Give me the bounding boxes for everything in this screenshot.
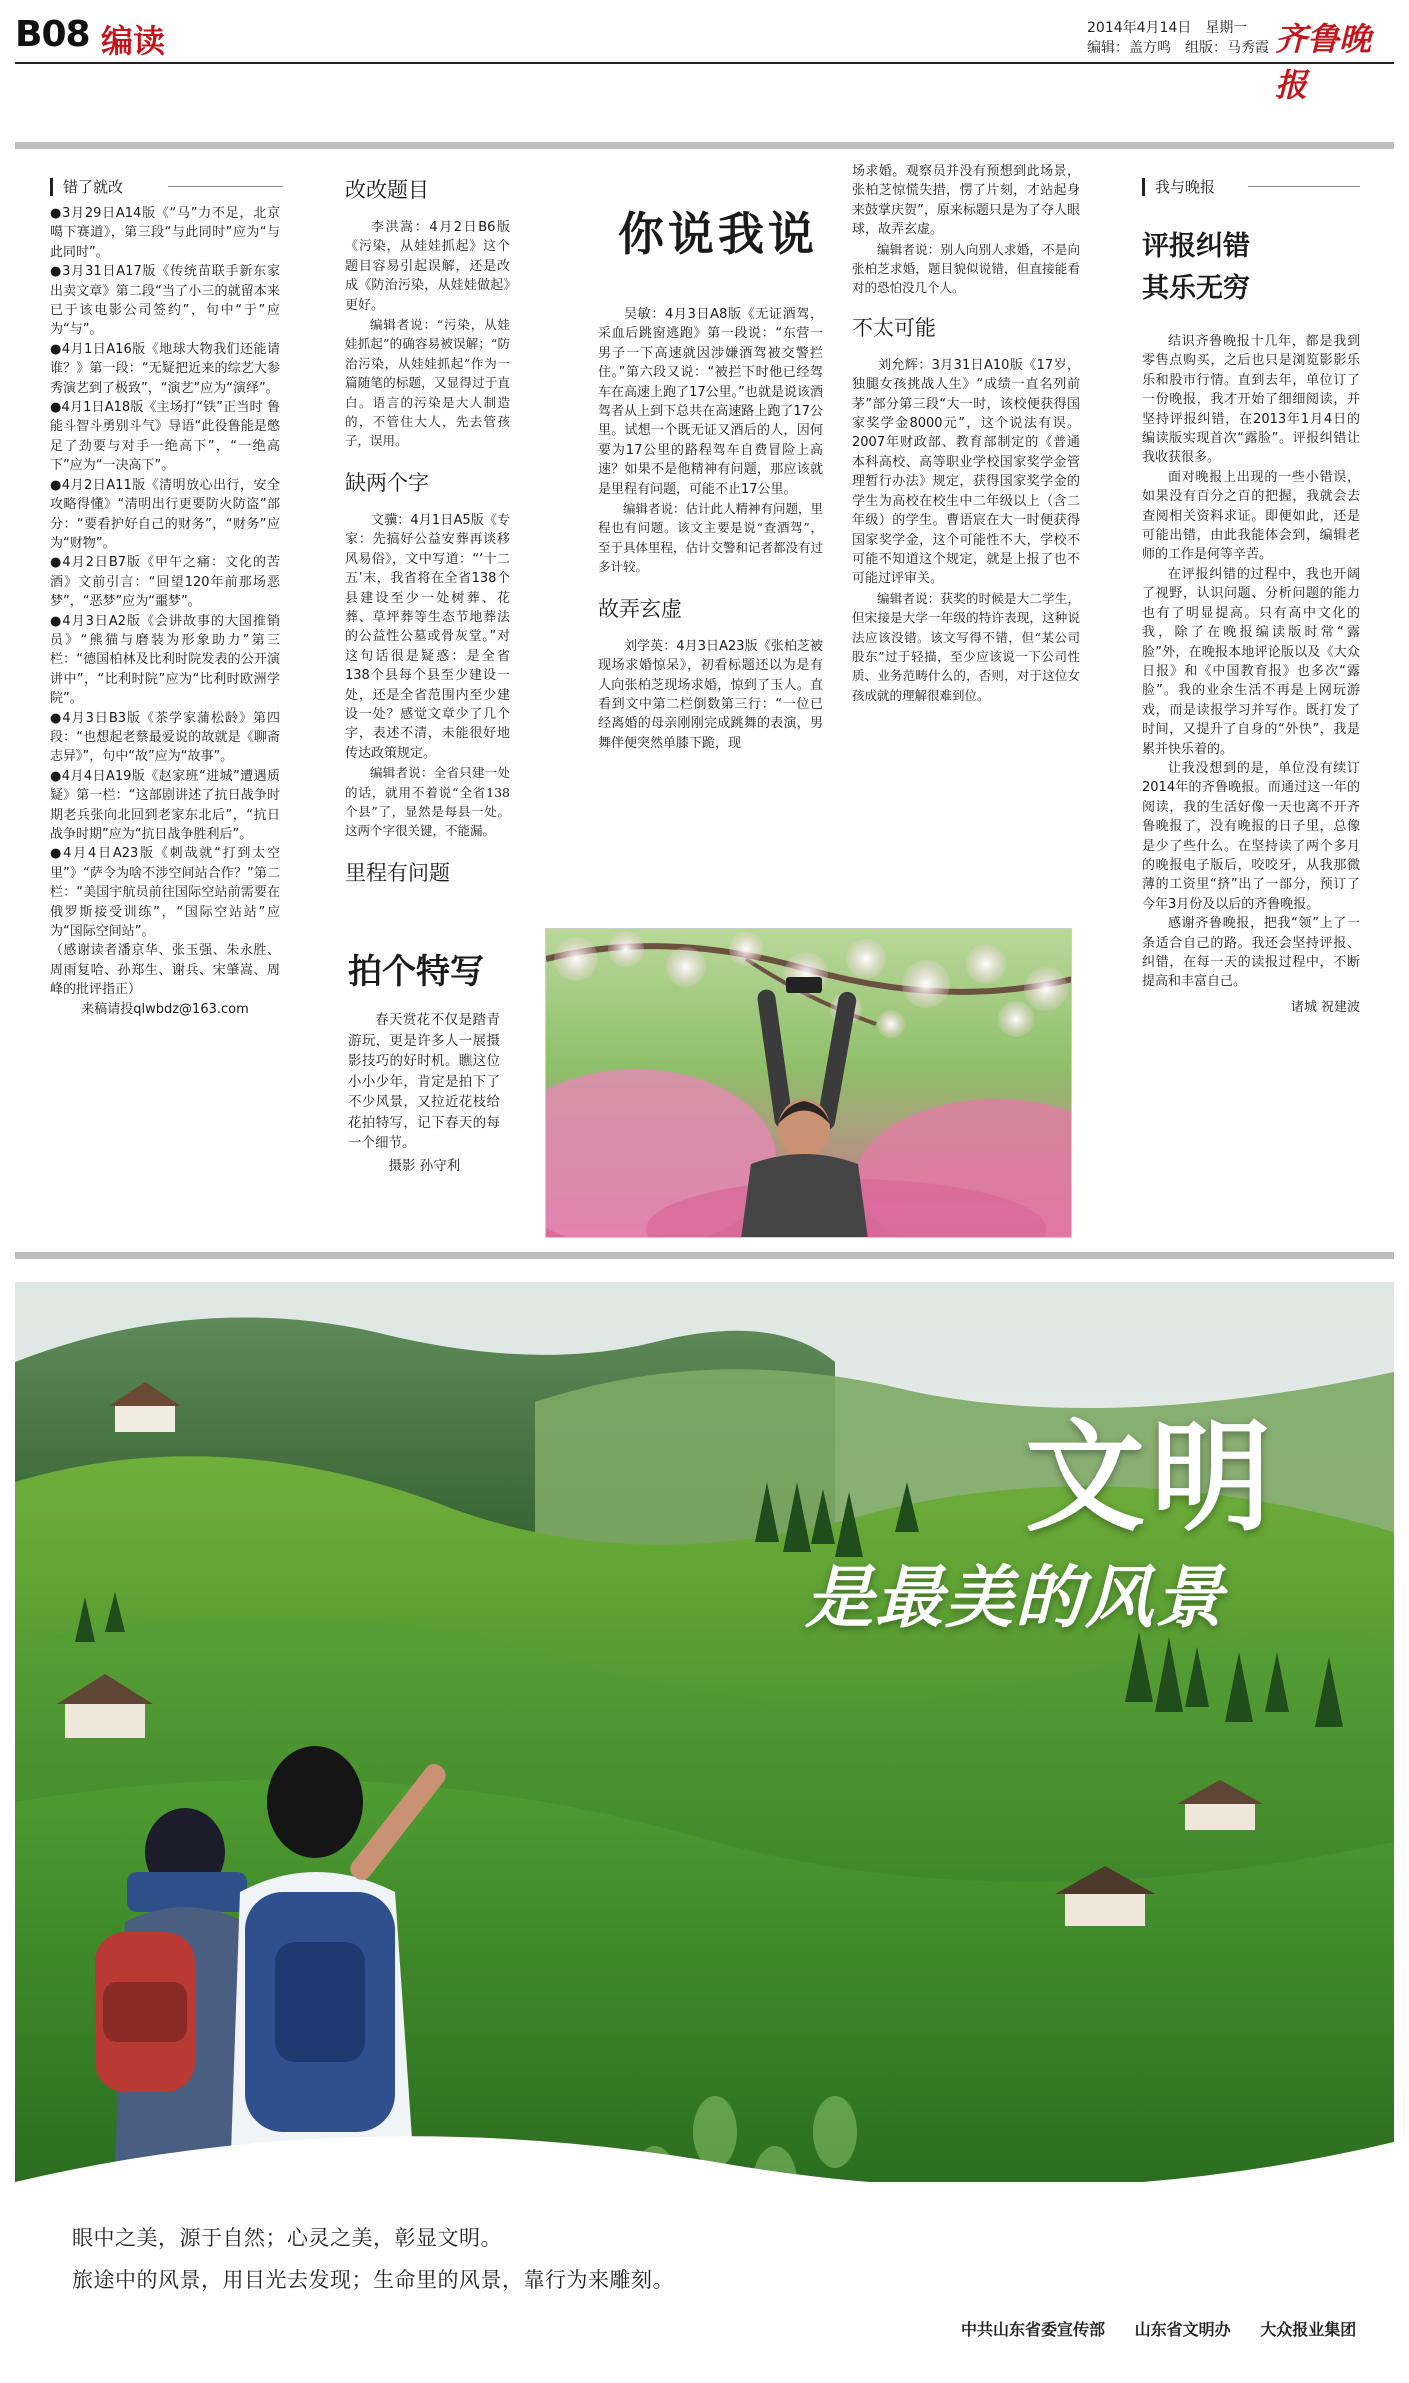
photo-caption-text: 春天赏花不仅是踏青游玩，更是许多人一展摄影技巧的好时机。瞧这位小小少年，肯定是拍下了不少风景，又拉近花枝给花拍特写，记下春天的每一个细节。 <box>348 1012 500 1151</box>
sponsor: 山东省文明办 <box>1134 2320 1231 2339</box>
correction-item: ●4月4日A19版《赵家班“进城”遭遇质疑》第一栏：“这部剧讲述了抗日战争时期老兵张向北回到老家东北后”，“抗日战争时期”应为“抗日战争胜利后”。 <box>50 768 280 842</box>
essay-title-line-2: 其乐无穷 <box>1142 273 1250 304</box>
editor-reply: 编辑者说：全省只建一处的话，就用不着说“全省138个县”了，显然是每县一处。这两个字很关键，不能漏。 <box>345 765 510 839</box>
header-rule <box>15 62 1394 64</box>
editor-reply: 编辑者说：别人向别人求婚，不是向张柏芝求婚，题目貌似说错，但直接能看对的恐怕没几个人。 <box>852 241 1080 296</box>
correction-item: ●4月3日B3版《茶学家蒲松龄》第四段：“也想起老蔡最爱说的故就是《聊斋志异》”，句中“故”应为“故事”。 <box>50 710 280 765</box>
section-title: 缺两个字 <box>345 470 429 495</box>
letter-body-continued: 场求婚。观察员并没有预想到此场景，张柏芝惊慌失措，愣了片刻，才站起身来鼓掌庆贺”，原来标题只是为了夺人眼球，故弄玄虚。 <box>852 164 1080 238</box>
paper-logo: 齐鲁晚报 <box>1275 20 1372 104</box>
correction-item: ●3月31日A17版《传统苗联手新东家出卖文章》第二段“当了小三的就留本来已于该电影公司签约”，句中“于”应为“与”。 <box>50 264 280 338</box>
correction-item: ●4月3日A2版《会讲故事的大国推销员》“熊猫与磨装为形象助力”第三栏：“德国柏林及比利时院发表的公开演讲中”，“比利时院”应为“比利时欧洲学院”。 <box>50 613 280 707</box>
civility-ad <box>15 1282 1394 2375</box>
ad-subheadline: 是最美的风景 <box>805 1559 1226 1638</box>
blossom-photo <box>545 928 1072 1238</box>
essay-paragraph: 在评报纠错的过程中，我也开阔了视野，认识问题、分析问题的能力也有了明显提高。只有高中文化的我，除了在晚报编读版时常“露脸”外，在晚报本地评论版以及《大众日报》和《中国教育报》也多次“露脸”。我的业余生活不再是上网玩游戏，而是读报学习并写作。既打发了时间，又提升了自身的“外快”，我是累并快乐着的。 <box>1142 566 1360 757</box>
letter-body: 文骥：4月1日A5版《专家：先搞好公益安葬再谈移风易俗》，文中写道：“‘十二五’末，我省将在全省138个县建设至少一处树葬、花葬、草坪葬等生态节地葬法的公益性公墓或骨灰堂。”对这句话很是疑惑：是全省138个县每个县至少建设一处，还是全省范围内至少建设一处？感觉文章少了几个字，表述不清，未能很好地传达政策规定。 <box>345 512 510 761</box>
correction-item: （感谢读者潘京华、张玉强、朱永胜、周雨复哈、孙郑生、谢兵、宋肇嵩、周峰的批评指正） <box>50 943 280 998</box>
letter-body: 李洪嵩：4月2日B6版《污染，从娃娃抓起》这个题目容易引起误解，还是改成《防治污染，从娃娃做起》更好。 <box>345 220 510 313</box>
section-title: 不太可能 <box>852 315 936 340</box>
column-letters-c <box>852 162 1080 705</box>
essay-paragraph: 结识齐鲁晚报十几年，都是我到零售点购买，之后也只是浏览影影乐乐和股市行情。直到去年，单位订了一份晚报，我才开始了细细阅读，并坚持评报纠错，在2013年1月4日的编读版实现首次“露脸”。评报纠错让我收获很多。 <box>1142 334 1360 466</box>
sponsor: 中共山东省委宣传部 <box>961 2320 1106 2339</box>
page-number: B08 <box>15 14 90 55</box>
layout-credit: 组版：马秀霞 <box>1185 40 1269 56</box>
section-title: 改改题目 <box>345 178 429 202</box>
masthead <box>15 14 1394 104</box>
ad-headline: 文明 <box>1025 1409 1277 1548</box>
column-letters-a <box>345 176 510 901</box>
essay-byline: 诸城 祝建波 <box>1290 999 1360 1015</box>
letter-body: 刘允辉：3月31日A10版《17岁，独腿女孩挑战人生》“成绩一直名列前茅”部分第三段“大一时，该校便获得国家奖学金8000元”，这个说法有误。2007年财政部、教育部制定的《普通本科高校、高等职业学校国家奖学金管理暂行办法》规定，获得国家奖学金的学生为高校在校生中二年级以上（含二年级）的学生。曹语宸在大一时便获得国家奖学金，这个可能性不大，学校不可能不知道这个规定，就是上报了也不可能过评审关。 <box>852 357 1080 587</box>
section-name: 编读 <box>101 22 166 60</box>
column-letters-b <box>598 305 823 753</box>
editor-reply: 编辑者说：“污染，从娃娃抓起”的确容易被误解；“防治污染，从娃娃抓起”作为一篇随笔的标题，又显得过于直白。语言的污染是大人制造的，不管住大人，先去管孩子，误用。 <box>345 317 510 449</box>
letter-body: 吴敏：4月3日A8版《无证酒驾，采血后跳窗逃跑》第一段说：“东营一男子一下高速就因涉嫌酒驾被交警拦住。”第六段又说：“被拦下时他已经驾车在高速上跑了17公里。”也就是说该酒驾者从上到下总共在高速路上跑了17公里。试想一个既无证又酒后的人，因何要为17公里的路程驾车自费冒险上高速？如果不是他精神有问题，那应该就是里程有问题，可能不止17公里。 <box>598 307 823 497</box>
correction-item: ●3月29日A14版《“马”力不足，北京噶下赛道》，第三段“与此同时”应为“与此同时”。 <box>50 206 280 260</box>
ad-slogan-line-2: 旅途中的风景，用目光去发现；生命里的风景，靠行为来雕刻。 <box>72 2268 674 2292</box>
correction-item: ●4月1日A16版《地球大物我们还能请谁？》第一段：“无疑把近来的综艺大参秀演艺到了极致”，“演艺”应为“演绎”。 <box>50 341 280 396</box>
essay-title-line-1: 评报纠错 <box>1142 231 1250 262</box>
correction-item: ●4月4日A23版《刺哉就“打到太空里”》“萨令为啥不涉空间站合作？”第二栏：“美国宇航员前往国际空站前需要在俄罗斯接受训练”，“国际空站站”应为“国际空间站”。 <box>50 846 280 940</box>
issue-date: 2014年4月14日 <box>1087 20 1192 36</box>
correction-item: ●4月2日B7版《甲午之痛：文化的苦酒》文前引言：“回望120年前那场恶梦”，“恶梦”应为“噩梦”。 <box>50 555 280 610</box>
editor-reply: 编辑者说：获奖的时候是大二学生，但宋接是大学一年级的特许表现，这种说法应该没错。该文写得不错，但“某公司股东”过于轻描，至少应该说一下公司性质、业务范畴什么的，否则，对于这位女孩成就的理解很难到位。 <box>852 590 1080 703</box>
section-divider <box>15 142 1394 149</box>
editor-reply: 编辑者说：估计此人精神有问题，里程也有问题。该文主要是说“查酒驾”，至于具体里程，估计交警和记者都没有过多计较。 <box>598 501 824 575</box>
photo-credit: 摄影 孙守利 <box>388 1157 461 1174</box>
section-title: 故弄玄虚 <box>598 596 682 621</box>
essay-paragraph: 感谢齐鲁晚报，把我“领”上了一条适合自己的路。我还会坚持评报、纠错，在每一天的读报过程中，不断提高和丰富自己。 <box>1142 916 1360 990</box>
letter-body: 刘学英：4月3日A23版《张柏芝被现场求婚惊呆》，初看标题还以为是有人向张柏芝现场求婚，惊到了玉人。直看到文中第二栏倒数第三行：“一位已经离婚的母亲刚刚完成跳舞的表演，男舞伴便突然单膝下跪，现 <box>598 638 823 751</box>
section-title: 里程有问题 <box>345 860 450 885</box>
issue-meta <box>1087 18 1269 58</box>
photo-title: 拍个特写 <box>348 952 484 992</box>
ad-sponsors <box>961 2317 1356 2340</box>
editor-credit: 编辑：盖方鸣 <box>1087 40 1171 56</box>
essay-title <box>1142 226 1360 310</box>
issue-weekday: 星期一 <box>1205 20 1248 36</box>
photo-caption <box>348 1010 500 1176</box>
column-corrections <box>50 178 280 1019</box>
correction-item: ●4月2日A11版《清明放心出行，安全攻略得懂》“清明出行更要防火防盗”部分：“要看护好自己的财务”，“财务”应为“财物”。 <box>50 477 280 551</box>
feature-title: 你说我说 <box>618 207 818 261</box>
label-underline <box>1248 186 1360 187</box>
label-underline <box>168 186 283 187</box>
essay-paragraph: 面对晚报上出现的一些小错误，如果没有百分之百的把握，我就会去查阅相关资料求证。即便如此，还是可能出错，由此我能体会到，编辑老师的工作是何等辛苦。 <box>1142 469 1360 563</box>
ad-divider <box>15 1252 1394 1259</box>
column-label-reader: 我与晚报 <box>1142 178 1225 196</box>
ad-slogan-line-1: 眼中之美，源于自然；心灵之美，彰显文明。 <box>72 2226 502 2250</box>
essay-paragraph: 让我没想到的是，单位没有续订2014年的齐鲁晚报。而通过这一年的阅读，我的生活好像一天也离不开齐鲁晚报了，没有晚报的日子里，总像是少了些什么。在坚持读了两个多月的晚报电子版后，咬咬牙，从我那微薄的工资里“挤”出了一部分，预订了今年3月份及以后的齐鲁晚报。 <box>1142 760 1360 912</box>
column-reader-essay <box>1142 178 1360 1017</box>
blossom-photo-image <box>546 929 1072 1238</box>
contact-email[interactable]: 来稿请投qlwbdz@163.com <box>81 1001 249 1017</box>
correction-item: ●4月1日A18版《主场打“铁”正当时 鲁能斗智斗勇别斗气》导语“此役鲁能是憋足了劲要与对手一绝高下”，“一绝高下”应为“一决高下”。 <box>50 400 280 474</box>
column-label-corrections: 错了就改 <box>50 178 133 196</box>
sponsor: 大众报业集团 <box>1260 2320 1357 2339</box>
